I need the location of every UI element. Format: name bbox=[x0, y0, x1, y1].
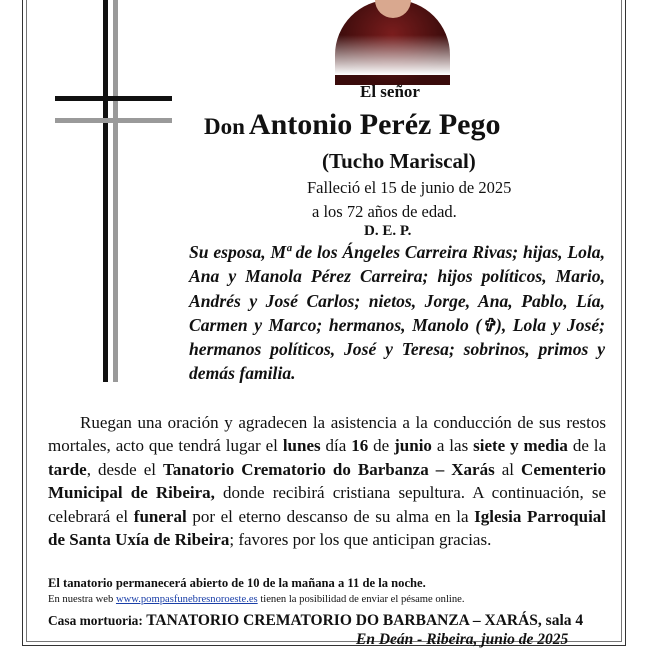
website-link[interactable]: www.pompasfunebresnoroeste.es bbox=[115, 594, 258, 605]
opening-hours-note: El tanatorio permanecerá abierto de 10 de la mañana a 11 de la noche. bbox=[48, 576, 426, 590]
casa-value: TANATORIO CREMATORIO DO BARBANZA – XARÁS, sala 4 bbox=[146, 612, 584, 629]
place-date: En Deán - Ribeira, junio de 2025 bbox=[356, 631, 569, 648]
age-at-death: a los 72 años de edad. bbox=[312, 202, 457, 221]
deceased-photo bbox=[335, 0, 450, 70]
title-el-senor: El señor bbox=[360, 82, 420, 101]
death-date: Falleció el 15 de junio de 2025 bbox=[307, 178, 512, 197]
name-text: Antonio Peréz Pego bbox=[248, 108, 501, 141]
deceased-cross-icon: ✞ bbox=[481, 314, 496, 335]
alias: (Tucho Mariscal) bbox=[322, 149, 476, 173]
cross-icon bbox=[50, 0, 180, 385]
deceased-name bbox=[204, 108, 501, 142]
family-list: Su esposa, Mª de los Ángeles Carreira Rivas; hijas, Lola, Ana y Manola Pérez Carreira; hijos políticos, Mario, Andrés y José Carlos; nietos, Jorge, Ana, Pablo, Lía, Carmen y Marco; hermanos, Manolo (✞), Lola y José; hermanos políticos, José y Teresa; sobrinos, primos y demás familia. bbox=[189, 242, 605, 384]
web-note: En nuestra web www.pompasfunebresnoroeste.es tienen la posibilidad de enviar el pésame online. bbox=[48, 594, 465, 605]
name-prefix: Don bbox=[204, 114, 245, 139]
casa-label: Casa mortuoria: bbox=[48, 613, 143, 628]
dep-text: D. E. P. bbox=[364, 223, 412, 239]
ceremony-paragraph: Ruegan una oración y agradecen la asistencia a la conducción de sus restos mortales, acto que tendrá lugar el lunes día 16 de junio a las siete y media de la tarde, desde el Tanatorio Crematorio do Barbanza – Xarás al Cementerio Municipal de Ribeira, donde recibirá cristiana sepultura. A continuación, se celebrará el funeral por el eterno descanso de su alma en la Iglesia Parroquial de Santa Uxía de Ribeira; favores por los que anticipan gracias. bbox=[48, 413, 607, 550]
casa-mortuoria bbox=[48, 612, 583, 630]
